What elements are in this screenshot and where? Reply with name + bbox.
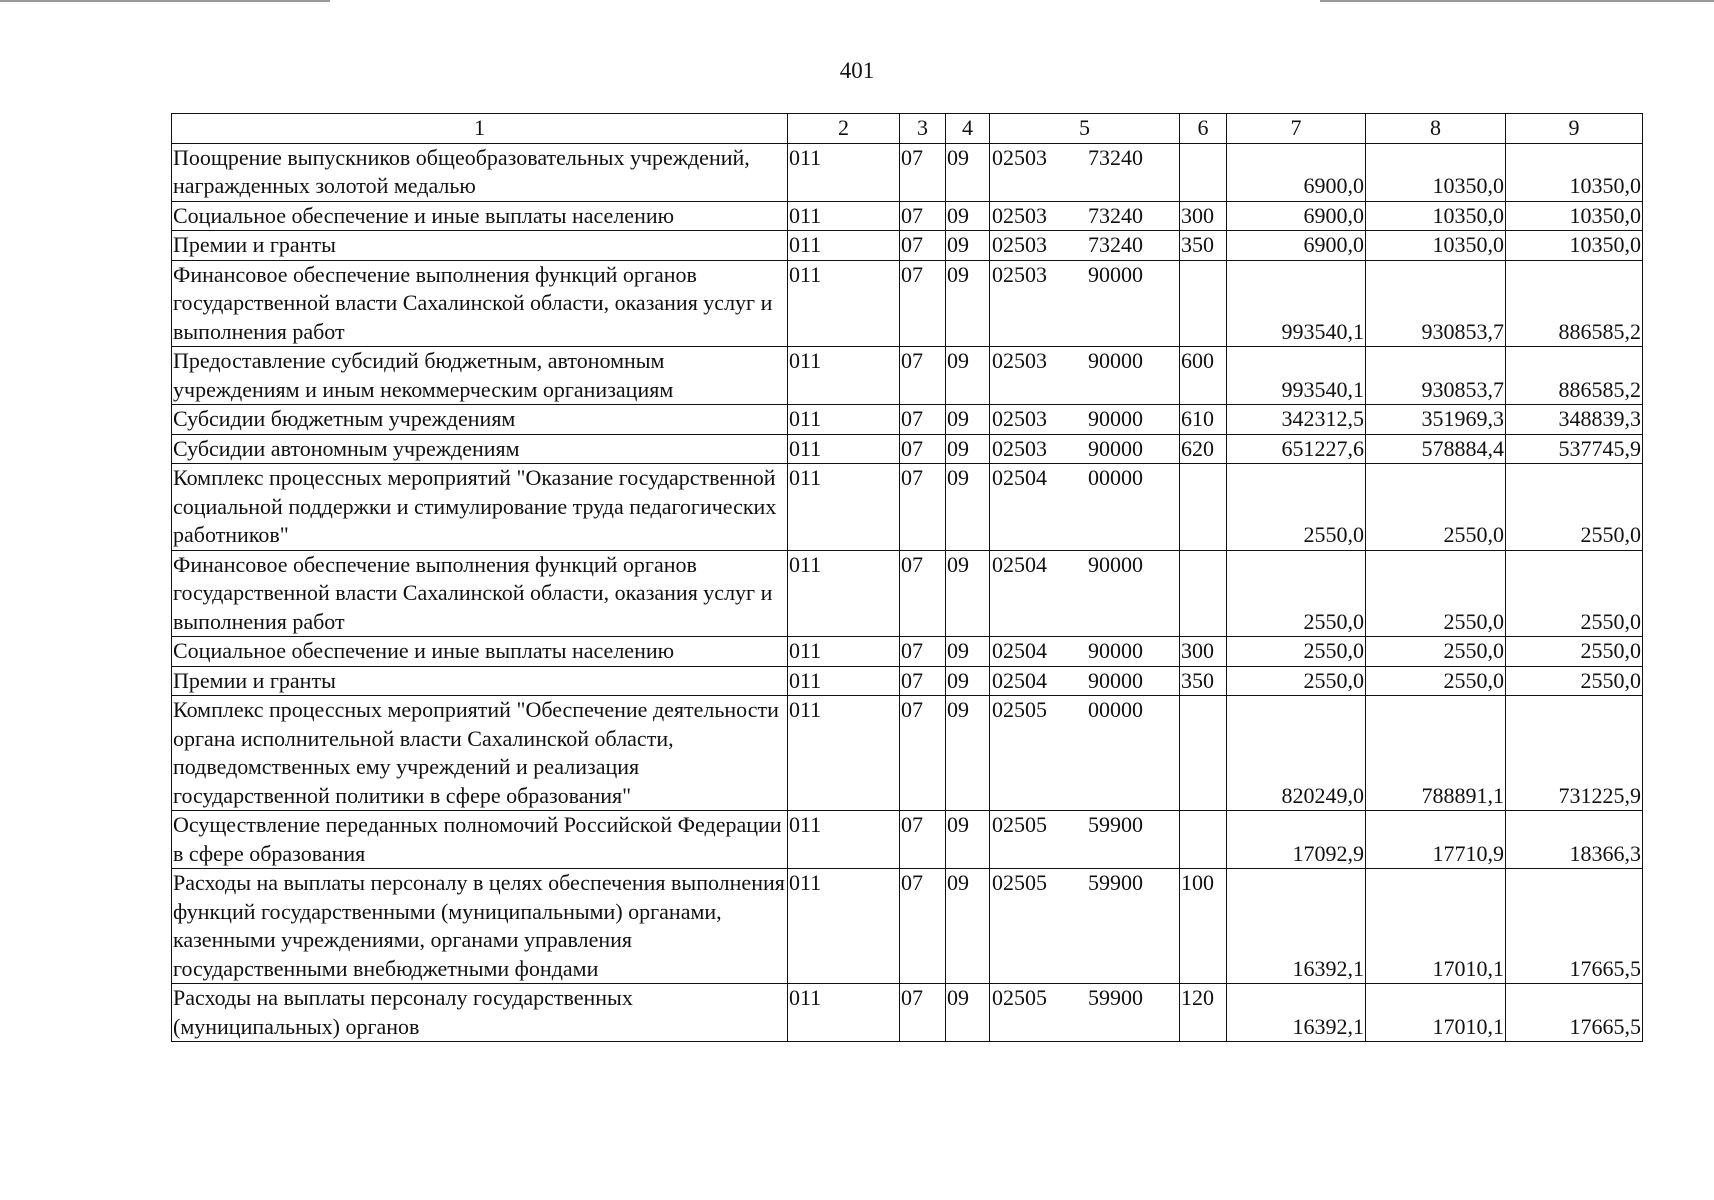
amount-col-8-cell: 930853,7 — [1366, 347, 1506, 405]
table-row — [172, 464, 1643, 551]
table-row — [172, 434, 1643, 464]
program-code-part: 02504 — [992, 667, 1047, 693]
amount-col-7-cell: 342312,5 — [1227, 405, 1366, 435]
program-code-part: 02503 — [992, 435, 1047, 461]
amount-col-8-cell: 2550,0 — [1366, 550, 1506, 637]
code-col-3-cell: 07 — [900, 405, 946, 435]
code-col-4-cell: 09 — [946, 201, 990, 231]
code-col-2-cell: 011 — [788, 696, 900, 811]
expense-type-cell: 300 — [1180, 637, 1227, 667]
amount-col-9-cell: 10350,0 — [1506, 201, 1643, 231]
code-col-4-cell: 09 — [946, 696, 990, 811]
code-col-4-cell: 09 — [946, 464, 990, 551]
budget-table-body — [172, 114, 1643, 1042]
code-col-4-cell: 09 — [946, 405, 990, 435]
code-col-5-cell — [990, 637, 1180, 667]
amount-col-8-cell: 17710,9 — [1366, 811, 1506, 869]
amount-col-8-cell: 2550,0 — [1366, 464, 1506, 551]
amount-col-9-cell: 2550,0 — [1506, 464, 1643, 551]
code-col-5-cell — [990, 869, 1180, 984]
table-row — [172, 143, 1643, 201]
code-col-2-cell: 011 — [788, 143, 900, 201]
code-col-5-cell — [990, 347, 1180, 405]
direction-code-part: 90000 — [1088, 638, 1143, 663]
code-col-2-cell: 011 — [788, 984, 900, 1042]
direction-code-part: 59900 — [1088, 812, 1143, 837]
code-col-2-cell: 011 — [788, 260, 900, 347]
amount-col-7-cell: 2550,0 — [1227, 637, 1366, 667]
row-name-cell: Комплекс процессных мероприятий "Оказание государственной социальной поддержки и стимулирование труда педагогических работников" — [172, 464, 788, 551]
code-col-3-cell: 07 — [900, 143, 946, 201]
code-col-3-cell: 07 — [900, 984, 946, 1042]
row-name-cell: Социальное обеспечение и иные выплаты населению — [172, 201, 788, 231]
row-name-cell: Премии и гранты — [172, 666, 788, 696]
amount-col-9-cell: 17665,5 — [1506, 869, 1643, 984]
code-col-2-cell: 011 — [788, 464, 900, 551]
direction-code-part: 90000 — [1088, 261, 1143, 287]
code-col-4-cell: 09 — [946, 143, 990, 201]
code-col-5-cell — [990, 201, 1180, 231]
amount-col-8-cell: 17010,1 — [1366, 984, 1506, 1042]
amount-col-7-cell: 820249,0 — [1227, 696, 1366, 811]
amount-col-9-cell: 18366,3 — [1506, 811, 1643, 869]
expense-type-cell — [1180, 464, 1227, 551]
program-code-part: 02504 — [992, 551, 1047, 577]
amount-col-7-cell: 2550,0 — [1227, 666, 1366, 696]
amount-col-8-cell: 10350,0 — [1366, 201, 1506, 231]
expense-type-cell — [1180, 260, 1227, 347]
code-col-5-cell — [990, 434, 1180, 464]
code-col-3-cell: 07 — [900, 260, 946, 347]
program-code-part: 02504 — [992, 465, 1047, 490]
direction-code-part: 73240 — [1088, 144, 1143, 170]
code-col-3-cell: 07 — [900, 637, 946, 667]
program-code-part: 02505 — [992, 870, 1047, 895]
amount-col-9-cell: 10350,0 — [1506, 143, 1643, 201]
column-header-6: 6 — [1180, 114, 1227, 144]
program-code-part: 02503 — [992, 348, 1047, 373]
amount-col-9-cell: 17665,5 — [1506, 984, 1643, 1042]
amount-col-7-cell: 2550,0 — [1227, 550, 1366, 637]
program-code-part: 02503 — [992, 261, 1047, 287]
expense-type-cell — [1180, 143, 1227, 201]
amount-col-8-cell: 351969,3 — [1366, 405, 1506, 435]
amount-col-9-cell: 10350,0 — [1506, 231, 1643, 261]
program-code-part: 02504 — [992, 638, 1047, 663]
expense-type-cell: 620 — [1180, 434, 1227, 464]
scan-edge-line-right — [1320, 0, 1714, 2]
code-col-3-cell: 07 — [900, 666, 946, 696]
program-code-part: 02503 — [992, 144, 1047, 170]
code-col-3-cell: 07 — [900, 434, 946, 464]
amount-col-8-cell: 17010,1 — [1366, 869, 1506, 984]
code-col-4-cell: 09 — [946, 550, 990, 637]
code-col-2-cell: 011 — [788, 405, 900, 435]
amount-col-7-cell: 16392,1 — [1227, 869, 1366, 984]
code-col-3-cell: 07 — [900, 201, 946, 231]
code-col-2-cell: 011 — [788, 666, 900, 696]
expense-type-cell: 100 — [1180, 869, 1227, 984]
amount-col-8-cell: 2550,0 — [1366, 637, 1506, 667]
table-row — [172, 869, 1643, 984]
row-name-cell: Осуществление переданных полномочий Российской Федерации в сфере образования — [172, 811, 788, 869]
code-col-4-cell: 09 — [946, 434, 990, 464]
expense-type-cell: 610 — [1180, 405, 1227, 435]
table-row — [172, 201, 1643, 231]
code-col-4-cell: 09 — [946, 231, 990, 261]
column-header-2: 2 — [788, 114, 900, 144]
amount-col-9-cell: 2550,0 — [1506, 550, 1643, 637]
table-row — [172, 811, 1643, 869]
code-col-2-cell: 011 — [788, 231, 900, 261]
expense-type-cell — [1180, 550, 1227, 637]
amount-col-7-cell: 16392,1 — [1227, 984, 1366, 1042]
code-col-5-cell — [990, 405, 1180, 435]
table-header-row — [172, 114, 1643, 144]
program-code-part: 02503 — [992, 406, 1047, 431]
amount-col-9-cell: 886585,2 — [1506, 260, 1643, 347]
amount-col-9-cell: 731225,9 — [1506, 696, 1643, 811]
amount-col-7-cell: 993540,1 — [1227, 347, 1366, 405]
code-col-3-cell: 07 — [900, 347, 946, 405]
column-header-9: 9 — [1506, 114, 1643, 144]
row-name-cell: Расходы на выплаты персоналу в целях обеспечения выполнения функций государственными (муниципальными) органами, казенными учреждениями, органами управления государственными внебюджетными фондами — [172, 869, 788, 984]
table-row — [172, 696, 1643, 811]
code-col-5-cell — [990, 550, 1180, 637]
column-header-3: 3 — [900, 114, 946, 144]
direction-code-part: 00000 — [1088, 465, 1143, 490]
program-code-part: 02505 — [992, 812, 1047, 837]
row-name-cell: Субсидии автономным учреждениям — [172, 434, 788, 464]
expense-type-cell — [1180, 696, 1227, 811]
code-col-4-cell: 09 — [946, 984, 990, 1042]
amount-col-9-cell: 348839,3 — [1506, 405, 1643, 435]
expense-type-cell: 600 — [1180, 347, 1227, 405]
code-col-4-cell: 09 — [946, 811, 990, 869]
table-row — [172, 405, 1643, 435]
table-row — [172, 347, 1643, 405]
amount-col-9-cell: 2550,0 — [1506, 637, 1643, 667]
table-row — [172, 984, 1643, 1042]
amount-col-7-cell: 6900,0 — [1227, 231, 1366, 261]
code-col-5-cell — [990, 811, 1180, 869]
amount-col-7-cell: 651227,6 — [1227, 434, 1366, 464]
code-col-2-cell: 011 — [788, 869, 900, 984]
scan-edge-line-left — [0, 0, 330, 2]
expense-type-cell — [1180, 811, 1227, 869]
code-col-2-cell: 011 — [788, 811, 900, 869]
row-name-cell: Финансовое обеспечение выполнения функций органов государственной власти Сахалинской области, оказания услуг и выполнения работ — [172, 260, 788, 347]
code-col-3-cell: 07 — [900, 464, 946, 551]
code-col-2-cell: 011 — [788, 434, 900, 464]
column-header-7: 7 — [1227, 114, 1366, 144]
program-code-part: 02503 — [992, 202, 1047, 228]
amount-col-8-cell: 2550,0 — [1366, 666, 1506, 696]
code-col-3-cell: 07 — [900, 231, 946, 261]
direction-code-part: 90000 — [1088, 348, 1143, 373]
direction-code-part: 59900 — [1088, 870, 1143, 895]
expense-type-cell: 350 — [1180, 666, 1227, 696]
table-row — [172, 637, 1643, 667]
code-col-4-cell: 09 — [946, 869, 990, 984]
amount-col-9-cell: 886585,2 — [1506, 347, 1643, 405]
expense-type-cell: 300 — [1180, 201, 1227, 231]
amount-col-9-cell: 537745,9 — [1506, 434, 1643, 464]
code-col-4-cell: 09 — [946, 347, 990, 405]
direction-code-part: 90000 — [1088, 667, 1143, 693]
program-code-part: 02505 — [992, 697, 1047, 722]
row-name-cell: Финансовое обеспечение выполнения функций органов государственной власти Сахалинской области, оказания услуг и выполнения работ — [172, 550, 788, 637]
amount-col-7-cell: 993540,1 — [1227, 260, 1366, 347]
code-col-3-cell: 07 — [900, 696, 946, 811]
expense-type-cell: 120 — [1180, 984, 1227, 1042]
code-col-5-cell — [990, 666, 1180, 696]
code-col-3-cell: 07 — [900, 550, 946, 637]
code-col-5-cell — [990, 984, 1180, 1042]
direction-code-part: 90000 — [1088, 406, 1143, 431]
row-name-cell: Расходы на выплаты персоналу государственных (муниципальных) органов — [172, 984, 788, 1042]
amount-col-7-cell: 6900,0 — [1227, 201, 1366, 231]
table-row — [172, 666, 1643, 696]
table-row — [172, 550, 1643, 637]
code-col-5-cell — [990, 143, 1180, 201]
code-col-2-cell: 011 — [788, 347, 900, 405]
expense-type-cell: 350 — [1180, 231, 1227, 261]
code-col-2-cell: 011 — [788, 201, 900, 231]
column-header-8: 8 — [1366, 114, 1506, 144]
code-col-4-cell: 09 — [946, 666, 990, 696]
direction-code-part: 90000 — [1088, 551, 1143, 577]
code-col-5-cell — [990, 231, 1180, 261]
program-code-part: 02503 — [992, 232, 1047, 257]
amount-col-7-cell: 2550,0 — [1227, 464, 1366, 551]
row-name-cell: Поощрение выпускников общеобразовательных учреждений, награжденных золотой медалью — [172, 143, 788, 201]
code-col-3-cell: 07 — [900, 811, 946, 869]
code-col-5-cell — [990, 260, 1180, 347]
amount-col-8-cell: 10350,0 — [1366, 143, 1506, 201]
code-col-4-cell: 09 — [946, 260, 990, 347]
budget-table — [171, 113, 1643, 1042]
table-row — [172, 231, 1643, 261]
row-name-cell: Премии и гранты — [172, 231, 788, 261]
amount-col-9-cell: 2550,0 — [1506, 666, 1643, 696]
direction-code-part: 59900 — [1088, 985, 1143, 1010]
column-header-5: 5 — [990, 114, 1180, 144]
amount-col-8-cell: 578884,4 — [1366, 434, 1506, 464]
code-col-2-cell: 011 — [788, 550, 900, 637]
amount-col-8-cell: 10350,0 — [1366, 231, 1506, 261]
program-code-part: 02505 — [992, 985, 1047, 1010]
code-col-3-cell: 07 — [900, 869, 946, 984]
direction-code-part: 90000 — [1088, 435, 1143, 461]
page-number: 401 — [839, 58, 875, 83]
code-col-2-cell: 011 — [788, 637, 900, 667]
direction-code-part: 00000 — [1088, 697, 1143, 722]
row-name-cell: Субсидии бюджетным учреждениям — [172, 405, 788, 435]
column-header-4: 4 — [946, 114, 990, 144]
amount-col-7-cell: 17092,9 — [1227, 811, 1366, 869]
row-name-cell: Социальное обеспечение и иные выплаты населению — [172, 637, 788, 667]
amount-col-7-cell: 6900,0 — [1227, 143, 1366, 201]
direction-code-part: 73240 — [1088, 232, 1143, 257]
code-col-5-cell — [990, 696, 1180, 811]
column-header-1: 1 — [172, 114, 788, 144]
row-name-cell: Предоставление субсидий бюджетным, автономным учреждениям и иным некоммерческим организациям — [172, 347, 788, 405]
code-col-5-cell — [990, 464, 1180, 551]
amount-col-8-cell: 930853,7 — [1366, 260, 1506, 347]
row-name-cell: Комплекс процессных мероприятий "Обеспечение деятельности органа исполнительной власти Сахалинской области, подведомственных ему учреждений и реализация государственной политики в сфере образования" — [172, 696, 788, 811]
code-col-4-cell: 09 — [946, 637, 990, 667]
direction-code-part: 73240 — [1088, 202, 1143, 228]
table-row — [172, 260, 1643, 347]
amount-col-8-cell: 788891,1 — [1366, 696, 1506, 811]
